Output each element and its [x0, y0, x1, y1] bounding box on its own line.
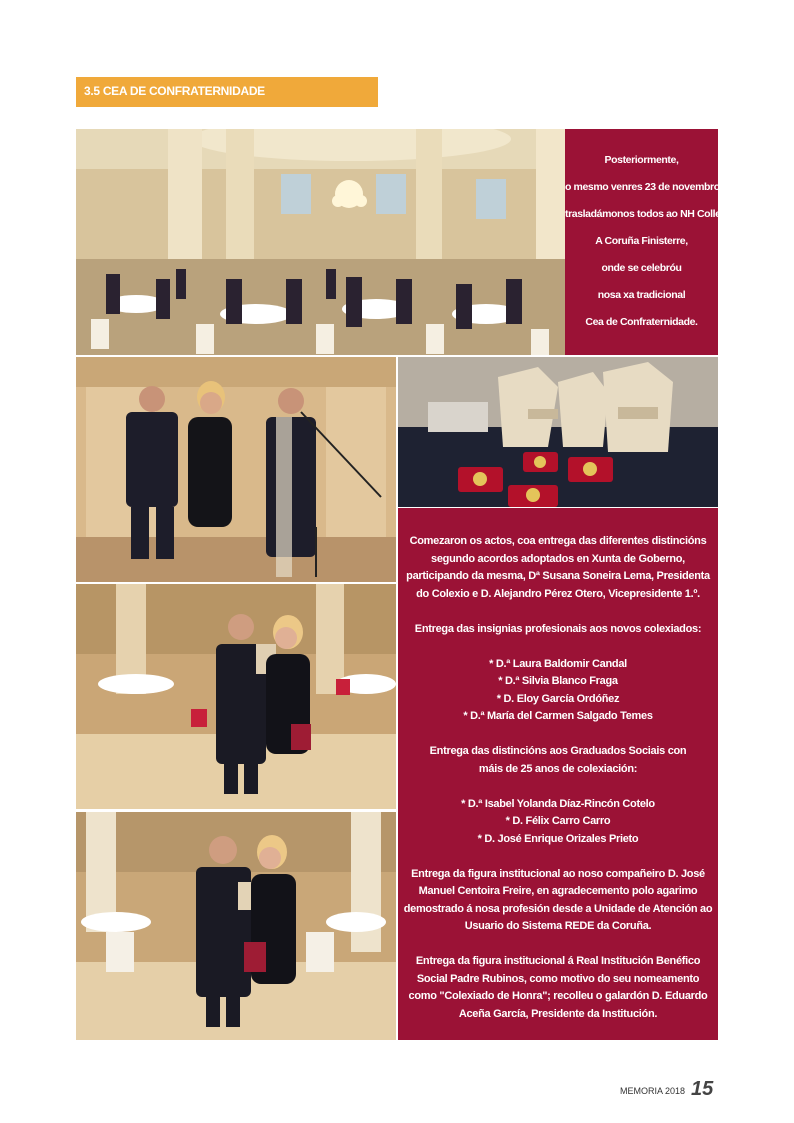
- ceremony-description-box: [398, 508, 718, 1040]
- list-item: * D.ª María del Carmen Salgado Temes: [463, 710, 653, 722]
- list-item: * D.ª Laura Baldomir Candal: [489, 657, 627, 670]
- intro-line: Posteriormente,: [604, 154, 679, 166]
- body-line: Entrega da figura institucional ao noso compañeiro D. José: [411, 867, 705, 880]
- spacer: [398, 638, 718, 656]
- body-line: do Colexio e D. Alejandro Pérez Otero, Vicepresidente 1.º.: [416, 587, 700, 600]
- body-line: Comezaron os actos, coa entrega das diferentes distincións: [409, 535, 707, 547]
- intro-line: o mesmo venres 23 de novembro,: [565, 181, 723, 193]
- body-line: Manuel Centoira Freire, en agradecemento polo agarimo: [418, 885, 698, 897]
- body-line: participando da mesma, Dª Susana Soneira Lema, Presidenta: [406, 570, 710, 582]
- photo-speakers-lectern: [76, 357, 396, 582]
- intro-text-box: [565, 129, 744, 355]
- page-footer: [620, 1071, 713, 1101]
- spacer: [398, 936, 718, 954]
- page-number: 15: [691, 1078, 714, 1100]
- spacer: [398, 726, 718, 744]
- body-line: como "Colexiado de Honra"; recolleu o galardón D. Eduardo: [408, 990, 708, 1002]
- intro-line: nosa xa tradicional: [597, 289, 686, 301]
- photo-awards-table: [398, 357, 718, 507]
- spacer: [398, 848, 718, 866]
- intro-line: Cea de Confraternidade.: [585, 316, 698, 328]
- spacer: [398, 778, 718, 796]
- body-line: Aceña García, Presidente da Institución.: [458, 1007, 658, 1020]
- section-title: 3.5 CEA DE CONFRATERNIDADE: [84, 84, 265, 98]
- body-line: segundo acordos adoptados en Xunta de Goberno,: [431, 552, 685, 565]
- section-header: [76, 77, 378, 107]
- intro-line: trasladámonos todos ao NH Collection: [565, 208, 744, 220]
- list-item: * D. José Enrique Orizales Prieto: [477, 832, 639, 845]
- body-line: Entrega das insignias profesionais aos novos colexiados:: [414, 622, 702, 635]
- body-line: Social Padre Rubinos, como motivo do seu nomeamento: [416, 972, 700, 985]
- intro-line: A Coruña Finisterre,: [595, 235, 688, 247]
- list-item: * D. Eloy García Ordóñez: [496, 692, 620, 705]
- intro-line: onde se celebróu: [601, 262, 682, 274]
- photo-banquet-hall: [76, 129, 565, 355]
- body-line: Entrega das distincións aos Graduados Sociais con: [429, 745, 687, 757]
- footer-label: MEMORIA 2018: [620, 1086, 686, 1096]
- body-line: demostrado á nosa profesión desde a Unidade de Atención ao: [403, 902, 713, 915]
- body-line: Entrega da figura institucional á Real Institución Benéfico: [415, 955, 701, 967]
- photo-award-presentation-2: [76, 812, 396, 1040]
- body-line: máis de 25 anos de colexiación:: [478, 762, 638, 775]
- spacer: [398, 603, 718, 621]
- list-item: * D.ª Isabel Yolanda Díaz-Rincón Cotelo: [461, 797, 655, 810]
- photo-award-presentation-1: [76, 584, 396, 809]
- body-line: Usuario do Sistema REDE da Coruña.: [464, 920, 652, 932]
- list-item: * D.ª Silvia Blanco Fraga: [498, 675, 618, 687]
- list-item: * D. Félix Carro Carro: [505, 815, 611, 827]
